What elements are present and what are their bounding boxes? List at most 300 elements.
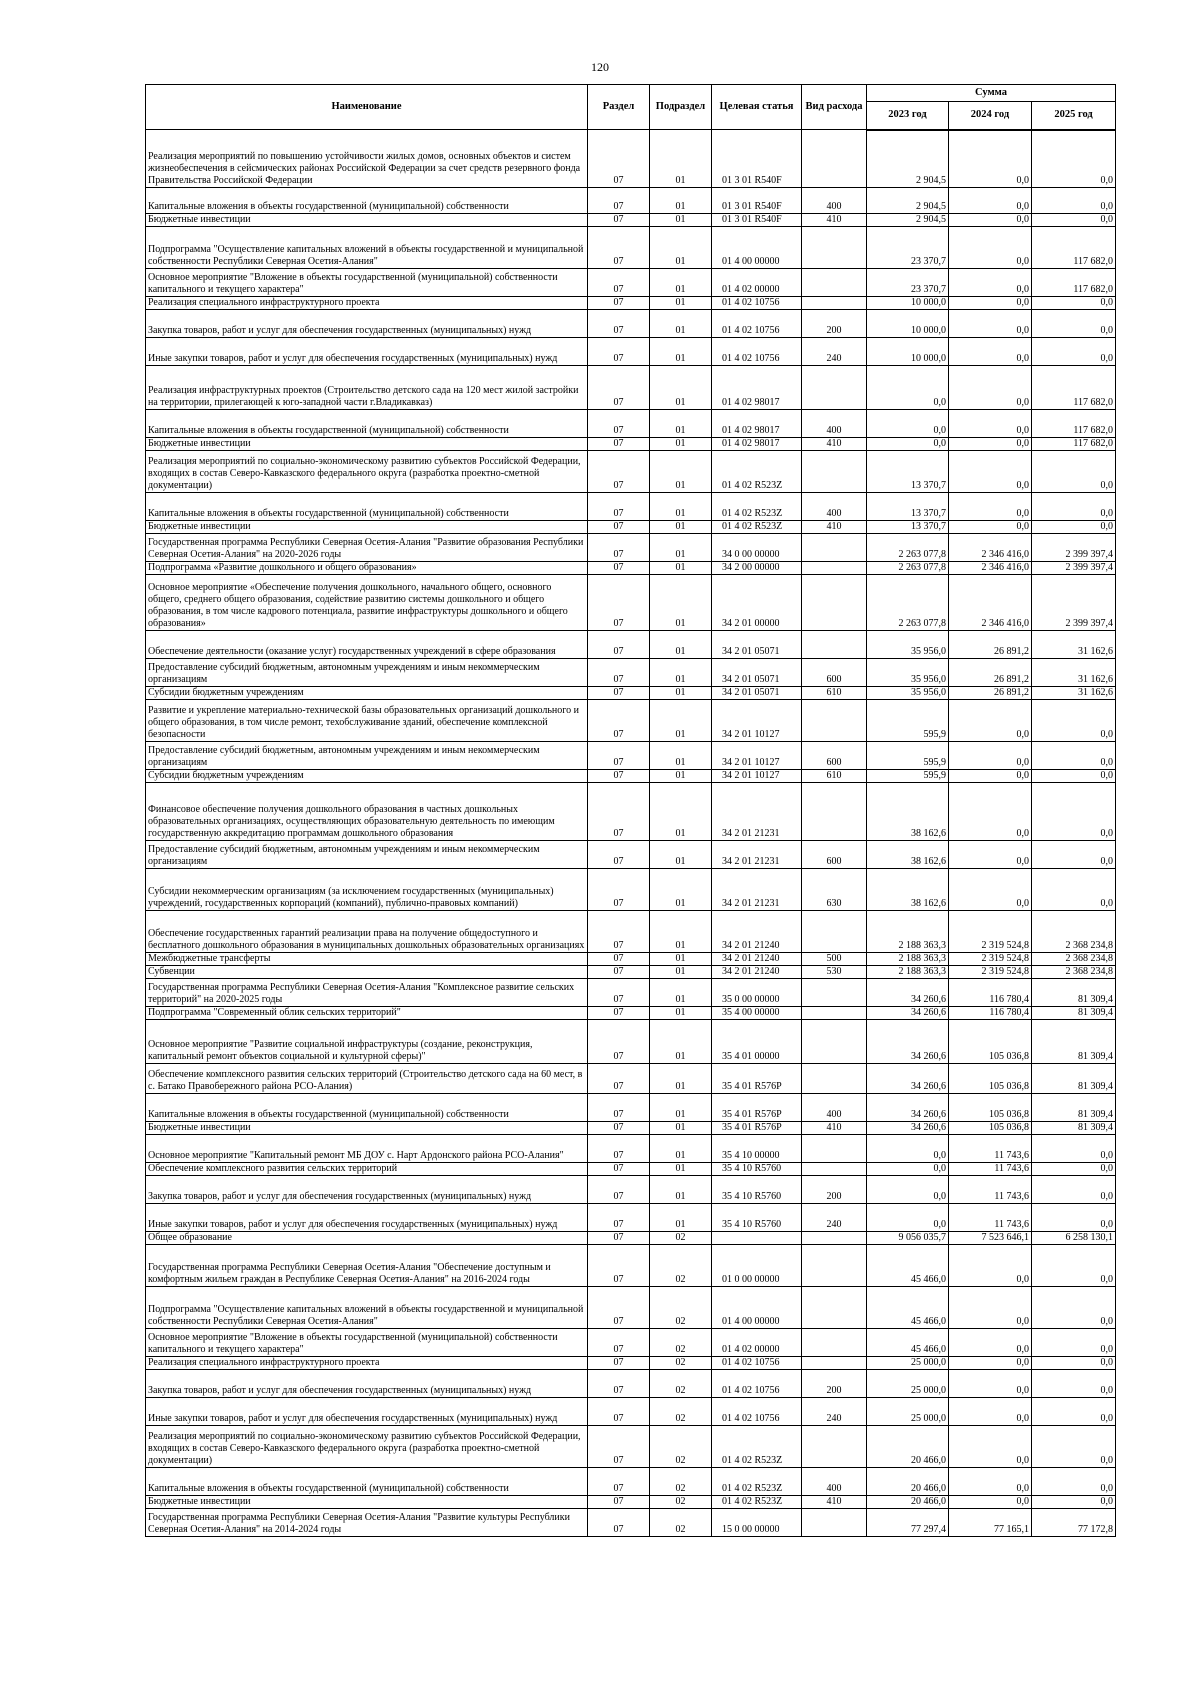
cell-2023: 0,0 — [867, 1204, 949, 1232]
cell-article: 34 2 01 21240 — [712, 953, 802, 966]
cell-article: 34 2 01 10127 — [712, 700, 802, 742]
cell-2025: 2 368 234,8 — [1032, 911, 1116, 953]
cell-section: 07 — [588, 188, 650, 214]
table-row — [146, 1357, 1116, 1370]
cell-expense-type — [802, 534, 867, 562]
cell-2025: 31 162,6 — [1032, 631, 1116, 659]
cell-2023: 34 260,6 — [867, 1094, 949, 1122]
cell-2025: 0,0 — [1032, 1329, 1116, 1357]
cell-expense-type — [802, 1007, 867, 1020]
table-row — [146, 911, 1116, 953]
cell-2023: 2 904,5 — [867, 214, 949, 227]
cell-2025: 0,0 — [1032, 1204, 1116, 1232]
cell-2025: 0,0 — [1032, 841, 1116, 869]
table-row — [146, 869, 1116, 911]
cell-name: Государственная программа Республики Северная Осетия-Алания "Комплексное развитие сельских территорий" на 2020-2025 годы — [146, 979, 588, 1007]
table-row — [146, 783, 1116, 841]
cell-2025: 0,0 — [1032, 1468, 1116, 1496]
cell-article: 01 4 02 10756 — [712, 1398, 802, 1426]
table-row — [146, 1329, 1116, 1357]
cell-expense-type — [802, 451, 867, 493]
cell-name: Иные закупки товаров, работ и услуг для обеспечения государственных (муниципальных) нужд — [146, 1398, 588, 1426]
cell-expense-type — [802, 575, 867, 631]
cell-2023: 25 000,0 — [867, 1370, 949, 1398]
header-sum: Сумма — [867, 85, 1116, 102]
cell-expense-type — [802, 1509, 867, 1537]
cell-article: 15 0 00 00000 — [712, 1509, 802, 1537]
cell-name: Предоставление субсидий бюджетным, автономным учреждениям и иным некоммерческим организациям — [146, 841, 588, 869]
table-row — [146, 841, 1116, 869]
table-row — [146, 979, 1116, 1007]
cell-2025: 81 309,4 — [1032, 1020, 1116, 1064]
cell-2025: 0,0 — [1032, 742, 1116, 770]
cell-2024: 0,0 — [949, 451, 1032, 493]
table-row — [146, 1020, 1116, 1064]
cell-article: 34 2 01 05071 — [712, 631, 802, 659]
cell-article: 01 4 02 10756 — [712, 1357, 802, 1370]
cell-2023: 0,0 — [867, 1163, 949, 1176]
table-row — [146, 1176, 1116, 1204]
cell-article: 01 3 01 R540F — [712, 214, 802, 227]
cell-name: Основное мероприятие "Вложение в объекты государственной (муниципальной) собственности капитального и текущего характера" — [146, 269, 588, 297]
cell-2023: 13 370,7 — [867, 451, 949, 493]
cell-2023: 10 000,0 — [867, 297, 949, 310]
cell-section: 07 — [588, 770, 650, 783]
cell-2024: 0,0 — [949, 214, 1032, 227]
table-row — [146, 1163, 1116, 1176]
cell-article: 34 2 01 21240 — [712, 966, 802, 979]
cell-2024: 2 319 524,8 — [949, 966, 1032, 979]
cell-2024: 0,0 — [949, 188, 1032, 214]
cell-name: Основное мероприятие "Вложение в объекты государственной (муниципальной) собственности капитального и текущего характера" — [146, 1329, 588, 1357]
cell-name: Бюджетные инвестиции — [146, 1496, 588, 1509]
cell-2023: 34 260,6 — [867, 979, 949, 1007]
cell-name: Предоставление субсидий бюджетным, автономным учреждениям и иным некоммерческим организациям — [146, 742, 588, 770]
cell-expense-type: 410 — [802, 438, 867, 451]
cell-subsection: 02 — [650, 1496, 712, 1509]
table-row — [146, 310, 1116, 338]
table-row — [146, 700, 1116, 742]
cell-2024: 7 523 646,1 — [949, 1232, 1032, 1245]
cell-name: Государственная программа Республики Северная Осетия-Алания "Обеспечение доступным и комфортным жильем граждан в Республике Северная Осетия-Алания" на 2016-2024 годы — [146, 1245, 588, 1287]
cell-section: 07 — [588, 1245, 650, 1287]
header-section: Раздел — [588, 85, 650, 130]
cell-2025: 0,0 — [1032, 451, 1116, 493]
cell-subsection: 02 — [650, 1509, 712, 1537]
cell-2024: 0,0 — [949, 1370, 1032, 1398]
cell-section: 07 — [588, 575, 650, 631]
cell-2023: 35 956,0 — [867, 659, 949, 687]
cell-article: 01 4 02 R523Z — [712, 493, 802, 521]
cell-subsection: 02 — [650, 1287, 712, 1329]
cell-section: 07 — [588, 783, 650, 841]
cell-subsection: 01 — [650, 869, 712, 911]
cell-2023: 0,0 — [867, 1135, 949, 1163]
cell-section: 07 — [588, 297, 650, 310]
cell-2024: 0,0 — [949, 841, 1032, 869]
cell-2025: 0,0 — [1032, 1287, 1116, 1329]
cell-2023: 34 260,6 — [867, 1020, 949, 1064]
cell-2024: 105 036,8 — [949, 1122, 1032, 1135]
cell-name: Обеспечение комплексного развития сельских территорий (Строительство детского сада на 60 мест, в с. Батако Правобережного района РСО-Алания) — [146, 1064, 588, 1094]
cell-expense-type — [802, 783, 867, 841]
cell-2024: 105 036,8 — [949, 1064, 1032, 1094]
table-body — [146, 130, 1116, 1537]
cell-subsection: 01 — [650, 1204, 712, 1232]
cell-section: 07 — [588, 966, 650, 979]
cell-article: 35 4 10 R5760 — [712, 1163, 802, 1176]
cell-2025: 0,0 — [1032, 214, 1116, 227]
table-row — [146, 269, 1116, 297]
table-row — [146, 1232, 1116, 1245]
cell-2023: 23 370,7 — [867, 269, 949, 297]
cell-2023: 2 188 363,3 — [867, 966, 949, 979]
cell-expense-type — [802, 1245, 867, 1287]
cell-2023: 25 000,0 — [867, 1398, 949, 1426]
cell-article: 01 4 02 R523Z — [712, 521, 802, 534]
cell-name: Иные закупки товаров, работ и услуг для обеспечения государственных (муниципальных) нужд — [146, 338, 588, 366]
cell-section: 07 — [588, 1163, 650, 1176]
cell-expense-type: 400 — [802, 188, 867, 214]
cell-2025: 81 309,4 — [1032, 1007, 1116, 1020]
cell-2025: 0,0 — [1032, 1426, 1116, 1468]
header-expense-type: Вид расхода — [802, 85, 867, 130]
table-row — [146, 410, 1116, 438]
cell-name: Обеспечение деятельности (оказание услуг) государственных учреждений в сфере образования — [146, 631, 588, 659]
cell-expense-type: 410 — [802, 214, 867, 227]
cell-article: 34 2 01 21231 — [712, 869, 802, 911]
cell-section: 07 — [588, 451, 650, 493]
cell-2025: 31 162,6 — [1032, 659, 1116, 687]
cell-expense-type — [802, 366, 867, 410]
cell-section: 07 — [588, 979, 650, 1007]
cell-article: 01 4 02 R523Z — [712, 451, 802, 493]
cell-name: Закупка товаров, работ и услуг для обеспечения государственных (муниципальных) нужд — [146, 1370, 588, 1398]
cell-expense-type — [802, 1064, 867, 1094]
cell-2023: 0,0 — [867, 1176, 949, 1204]
cell-2024: 26 891,2 — [949, 659, 1032, 687]
cell-expense-type: 200 — [802, 1176, 867, 1204]
cell-2024: 0,0 — [949, 700, 1032, 742]
cell-2025: 0,0 — [1032, 130, 1116, 188]
table-row — [146, 1468, 1116, 1496]
cell-2025: 81 309,4 — [1032, 1094, 1116, 1122]
cell-2023: 25 000,0 — [867, 1357, 949, 1370]
table-row — [146, 451, 1116, 493]
cell-2025: 0,0 — [1032, 869, 1116, 911]
cell-2025: 77 172,8 — [1032, 1509, 1116, 1537]
cell-section: 07 — [588, 1357, 650, 1370]
cell-section: 07 — [588, 493, 650, 521]
cell-article: 35 4 01 R576P — [712, 1064, 802, 1094]
cell-subsection: 02 — [650, 1245, 712, 1287]
cell-2025: 0,0 — [1032, 521, 1116, 534]
cell-expense-type — [802, 979, 867, 1007]
cell-2024: 26 891,2 — [949, 687, 1032, 700]
cell-2023: 38 162,6 — [867, 869, 949, 911]
cell-2024: 2 346 416,0 — [949, 534, 1032, 562]
table-row — [146, 188, 1116, 214]
cell-section: 07 — [588, 521, 650, 534]
table-row — [146, 687, 1116, 700]
table-row — [146, 1426, 1116, 1468]
table-row — [146, 1370, 1116, 1398]
cell-name: Реализация мероприятий по социально-экономическому развитию субъектов Российской Федерации, входящих в состав Северо-Кавказского федерального округа (разработка проектно-сметной документации) — [146, 451, 588, 493]
cell-article: 35 4 01 00000 — [712, 1020, 802, 1064]
cell-section: 07 — [588, 911, 650, 953]
cell-name: Бюджетные инвестиции — [146, 521, 588, 534]
cell-2024: 0,0 — [949, 1245, 1032, 1287]
cell-2025: 117 682,0 — [1032, 410, 1116, 438]
cell-section: 07 — [588, 841, 650, 869]
cell-name: Подпрограмма «Развитие дошкольного и общего образования» — [146, 562, 588, 575]
cell-expense-type: 240 — [802, 338, 867, 366]
cell-article: 34 2 01 21231 — [712, 783, 802, 841]
cell-expense-type: 600 — [802, 659, 867, 687]
cell-expense-type: 530 — [802, 966, 867, 979]
cell-2023: 13 370,7 — [867, 521, 949, 534]
cell-article: 34 2 01 21240 — [712, 911, 802, 953]
cell-section: 07 — [588, 1122, 650, 1135]
table-row — [146, 953, 1116, 966]
cell-expense-type: 200 — [802, 1370, 867, 1398]
cell-2023: 77 297,4 — [867, 1509, 949, 1537]
cell-2024: 105 036,8 — [949, 1094, 1032, 1122]
cell-name: Основное мероприятие "Капитальный ремонт МБ ДОУ с. Нарт Ардонского района РСО-Алания" — [146, 1135, 588, 1163]
table-row — [146, 297, 1116, 310]
cell-subsection: 01 — [650, 1135, 712, 1163]
cell-expense-type: 630 — [802, 869, 867, 911]
cell-2024: 26 891,2 — [949, 631, 1032, 659]
cell-name: Реализация специального инфраструктурного проекта — [146, 297, 588, 310]
cell-subsection: 01 — [650, 966, 712, 979]
cell-subsection: 01 — [650, 631, 712, 659]
cell-2024: 77 165,1 — [949, 1509, 1032, 1537]
cell-subsection: 01 — [650, 1163, 712, 1176]
header-article: Целевая статья — [712, 85, 802, 130]
cell-2023: 34 260,6 — [867, 1122, 949, 1135]
cell-2024: 116 780,4 — [949, 1007, 1032, 1020]
cell-section: 07 — [588, 534, 650, 562]
cell-subsection: 01 — [650, 1020, 712, 1064]
cell-expense-type — [802, 1163, 867, 1176]
cell-article: 01 4 02 98017 — [712, 366, 802, 410]
cell-expense-type: 200 — [802, 310, 867, 338]
cell-article: 01 4 02 10756 — [712, 1370, 802, 1398]
cell-name: Реализация мероприятий по социально-экономическому развитию субъектов Российской Федерации, входящих в состав Северо-Кавказского федерального округа (разработка проектно-сметной документации) — [146, 1426, 588, 1468]
header-2023: 2023 год — [867, 102, 949, 130]
table-row — [146, 1245, 1116, 1287]
table-row — [146, 1064, 1116, 1094]
cell-name: Обеспечение комплексного развития сельских территорий — [146, 1163, 588, 1176]
cell-subsection: 01 — [650, 841, 712, 869]
cell-2024: 0,0 — [949, 1287, 1032, 1329]
cell-expense-type: 400 — [802, 1468, 867, 1496]
cell-expense-type — [802, 1232, 867, 1245]
cell-name: Государственная программа Республики Северная Осетия-Алания "Развитие культуры Республики Северная Осетия-Алания" на 2014-2024 годы — [146, 1509, 588, 1537]
cell-article: 34 2 01 00000 — [712, 575, 802, 631]
cell-subsection: 01 — [650, 310, 712, 338]
cell-name: Реализация специального инфраструктурного проекта — [146, 1357, 588, 1370]
cell-2024: 0,0 — [949, 297, 1032, 310]
table-row — [146, 1135, 1116, 1163]
cell-subsection: 01 — [650, 575, 712, 631]
table-row — [146, 1496, 1116, 1509]
cell-section: 07 — [588, 1135, 650, 1163]
table-row — [146, 575, 1116, 631]
cell-expense-type — [802, 631, 867, 659]
cell-article: 01 4 00 00000 — [712, 1287, 802, 1329]
cell-2025: 0,0 — [1032, 310, 1116, 338]
cell-expense-type — [802, 130, 867, 188]
cell-expense-type: 410 — [802, 1122, 867, 1135]
cell-2024: 0,0 — [949, 227, 1032, 269]
cell-2023: 45 466,0 — [867, 1329, 949, 1357]
table-row — [146, 1398, 1116, 1426]
cell-section: 07 — [588, 1176, 650, 1204]
cell-expense-type — [802, 700, 867, 742]
cell-article: 01 4 02 10756 — [712, 338, 802, 366]
table-row — [146, 562, 1116, 575]
cell-section: 07 — [588, 269, 650, 297]
cell-section: 07 — [588, 438, 650, 451]
cell-name: Капитальные вложения в объекты государственной (муниципальной) собственности — [146, 493, 588, 521]
cell-2023: 595,9 — [867, 742, 949, 770]
cell-name: Реализация инфраструктурных проектов (Строительство детского сада на 120 мест жилой застройки на территории, прилегающей к юго-западной части г.Владикавказ) — [146, 366, 588, 410]
cell-section: 07 — [588, 1496, 650, 1509]
cell-section: 07 — [588, 1064, 650, 1094]
cell-name: Финансовое обеспечение получения дошкольного образования в частных дошкольных образовательных организациях, осуществляющих образовательную деятельность по имеющим государственную аккредитацию программам дошкольного образования — [146, 783, 588, 841]
cell-article: 01 4 02 00000 — [712, 1329, 802, 1357]
cell-article: 34 2 01 21231 — [712, 841, 802, 869]
cell-2025: 0,0 — [1032, 700, 1116, 742]
cell-name: Государственная программа Республики Северная Осетия-Алания "Развитие образования Республики Северная Осетия-Алания" на 2020-2026 годы — [146, 534, 588, 562]
cell-2024: 0,0 — [949, 410, 1032, 438]
page-number: 120 — [591, 60, 609, 74]
cell-2025: 117 682,0 — [1032, 269, 1116, 297]
cell-expense-type — [802, 1426, 867, 1468]
cell-article: 34 2 01 10127 — [712, 742, 802, 770]
cell-section: 07 — [588, 310, 650, 338]
table-row — [146, 130, 1116, 188]
cell-expense-type — [802, 562, 867, 575]
cell-name: Субсидии некоммерческим организациям (за исключением государственных (муниципальных) учреждений, государственных корпораций (компаний), публично-правовых компаний) — [146, 869, 588, 911]
cell-subsection: 01 — [650, 979, 712, 1007]
cell-subsection: 01 — [650, 410, 712, 438]
cell-subsection: 01 — [650, 451, 712, 493]
cell-expense-type: 600 — [802, 841, 867, 869]
cell-2023: 35 956,0 — [867, 631, 949, 659]
cell-expense-type — [802, 227, 867, 269]
cell-article: 35 4 10 00000 — [712, 1135, 802, 1163]
cell-subsection: 01 — [650, 1007, 712, 1020]
cell-article: 01 4 02 98017 — [712, 410, 802, 438]
cell-subsection: 01 — [650, 188, 712, 214]
cell-subsection: 01 — [650, 1122, 712, 1135]
table-row — [146, 227, 1116, 269]
cell-2024: 0,0 — [949, 521, 1032, 534]
cell-name: Закупка товаров, работ и услуг для обеспечения государственных (муниципальных) нужд — [146, 310, 588, 338]
cell-2024: 105 036,8 — [949, 1020, 1032, 1064]
cell-article: 34 0 00 00000 — [712, 534, 802, 562]
cell-subsection: 02 — [650, 1329, 712, 1357]
cell-name: Субсидии бюджетным учреждениям — [146, 770, 588, 783]
table-row — [146, 1204, 1116, 1232]
cell-2025: 0,0 — [1032, 1357, 1116, 1370]
cell-name: Бюджетные инвестиции — [146, 438, 588, 451]
cell-expense-type: 610 — [802, 770, 867, 783]
cell-2023: 2 904,5 — [867, 188, 949, 214]
cell-expense-type — [802, 1020, 867, 1064]
cell-2024: 0,0 — [949, 366, 1032, 410]
cell-2024: 0,0 — [949, 742, 1032, 770]
cell-2023: 2 263 077,8 — [867, 534, 949, 562]
cell-subsection: 01 — [650, 297, 712, 310]
cell-section: 07 — [588, 1204, 650, 1232]
cell-subsection: 02 — [650, 1398, 712, 1426]
cell-name: Бюджетные инвестиции — [146, 214, 588, 227]
cell-expense-type: 400 — [802, 410, 867, 438]
cell-section: 07 — [588, 227, 650, 269]
cell-article: 34 2 01 10127 — [712, 770, 802, 783]
cell-article: 01 4 02 98017 — [712, 438, 802, 451]
cell-2024: 116 780,4 — [949, 979, 1032, 1007]
cell-article: 01 3 01 R540F — [712, 188, 802, 214]
cell-expense-type — [802, 297, 867, 310]
table-row — [146, 770, 1116, 783]
cell-subsection: 01 — [650, 1064, 712, 1094]
cell-article: 34 2 01 05071 — [712, 659, 802, 687]
cell-2025: 0,0 — [1032, 1398, 1116, 1426]
cell-name: Основное мероприятие «Обеспечение получения дошкольного, начального общего, основного общего, среднего общего образования, содействие развитию системы дошкольного и общего образования, в том числе кадрового потенциала, развитие инфраструктуры дошкольного и общего образования» — [146, 575, 588, 631]
cell-2025: 0,0 — [1032, 770, 1116, 783]
cell-subsection: 01 — [650, 1176, 712, 1204]
cell-2023: 595,9 — [867, 700, 949, 742]
cell-2023: 34 260,6 — [867, 1007, 949, 1020]
cell-2025: 2 368 234,8 — [1032, 953, 1116, 966]
cell-section: 07 — [588, 1398, 650, 1426]
cell-2023: 20 466,0 — [867, 1468, 949, 1496]
cell-section: 07 — [588, 742, 650, 770]
cell-2024: 0,0 — [949, 1468, 1032, 1496]
cell-2024: 0,0 — [949, 438, 1032, 451]
cell-2023: 2 904,5 — [867, 130, 949, 188]
cell-2024: 0,0 — [949, 1329, 1032, 1357]
cell-name: Общее образование — [146, 1232, 588, 1245]
cell-expense-type: 500 — [802, 953, 867, 966]
cell-expense-type — [802, 1287, 867, 1329]
table-row — [146, 631, 1116, 659]
cell-name: Капитальные вложения в объекты государственной (муниципальной) собственности — [146, 1468, 588, 1496]
cell-subsection: 02 — [650, 1370, 712, 1398]
table-row — [146, 742, 1116, 770]
cell-name: Реализация мероприятий по повышению устойчивости жилых домов, основных объектов и систем жизнеобеспечения в сейсмических районах Российской Федерации за счет средств резервного фонда Правительства Российской Федерации — [146, 130, 588, 188]
cell-expense-type: 600 — [802, 742, 867, 770]
cell-name: Подпрограмма "Осуществление капитальных вложений в объекты государственной и муниципальной собственности Республики Северная Осетия-Алания" — [146, 227, 588, 269]
cell-subsection: 01 — [650, 659, 712, 687]
cell-2024: 0,0 — [949, 269, 1032, 297]
cell-subsection: 01 — [650, 227, 712, 269]
cell-subsection: 01 — [650, 338, 712, 366]
cell-name: Капитальные вложения в объекты государственной (муниципальной) собственности — [146, 410, 588, 438]
cell-2025: 2 368 234,8 — [1032, 966, 1116, 979]
cell-2025: 0,0 — [1032, 783, 1116, 841]
cell-2023: 38 162,6 — [867, 783, 949, 841]
cell-name: Подпрограмма "Осуществление капитальных вложений в объекты государственной и муниципальной собственности Республики Северная Осетия-Алания" — [146, 1287, 588, 1329]
cell-2025: 81 309,4 — [1032, 1122, 1116, 1135]
cell-section: 07 — [588, 338, 650, 366]
cell-name: Бюджетные инвестиции — [146, 1122, 588, 1135]
